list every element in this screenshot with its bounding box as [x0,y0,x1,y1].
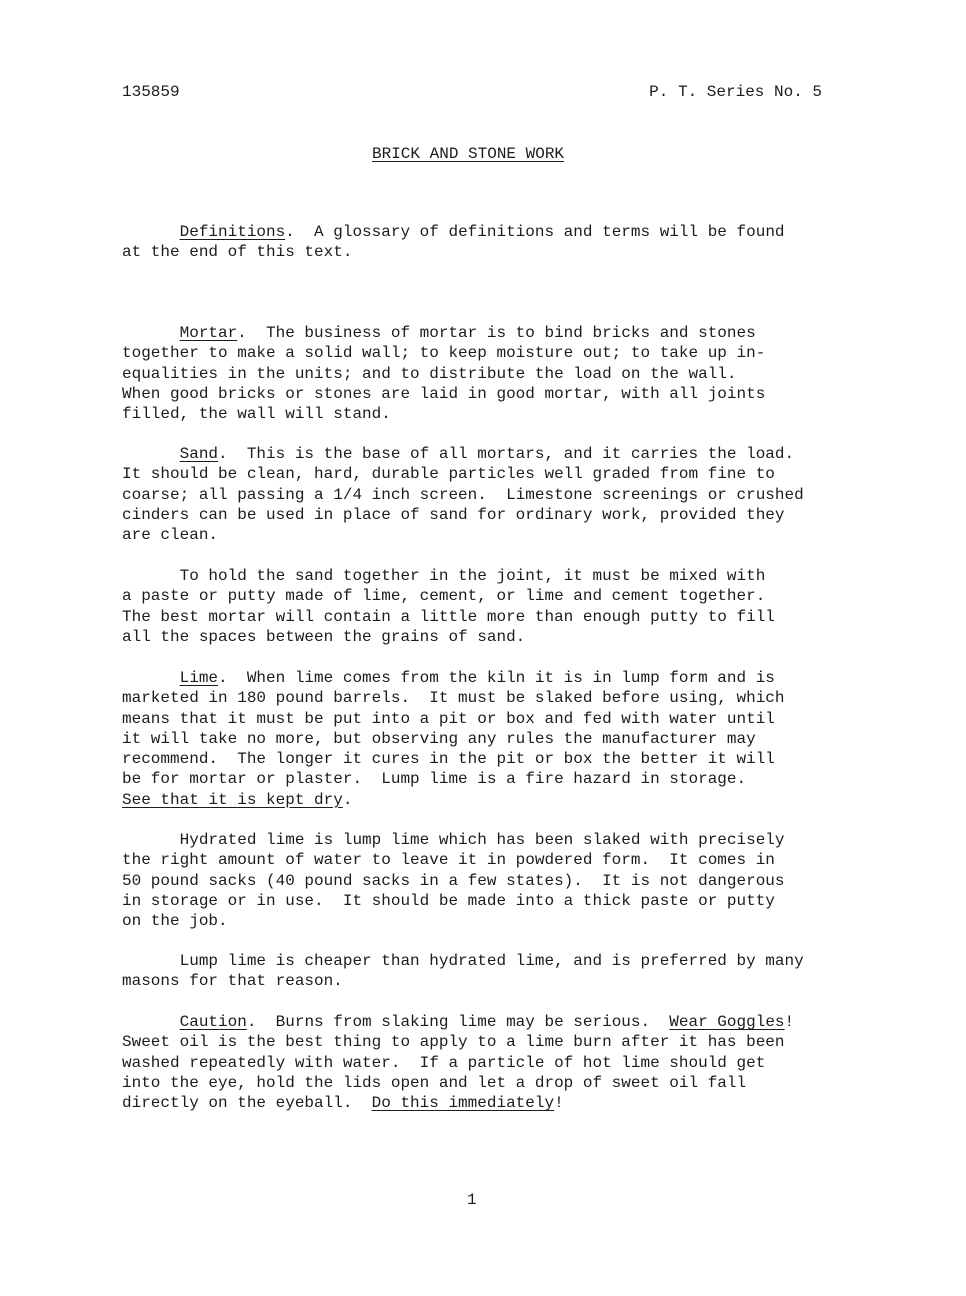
page-number: 1 [467,1191,477,1209]
do-this-immediately-emphasis: Do this immediately [371,1094,555,1113]
document-number: 135859 [122,83,180,101]
sand-heading: Sand [179,445,219,463]
putty-paragraph: To hold the sand together in the joint, it must be mixed with a paste or putty made of lime, cement, or lime and cement together. The best mortar will contain a little more than enough putty to fill all the spaces between the grains of sand. [122,567,775,646]
wear-goggles-emphasis: Wear Goggles [669,1013,785,1031]
lump-lime-paragraph: Lump lime is cheaper than hydrated lime, and is preferred by many masons for that reason. [122,952,804,991]
caution-paragraph: Caution. Burns from slaking lime may be serious. Wear Goggles! Sweet oil is the best thing to apply to a lime burn after it has been washed repeatedly with water. If a particle of hot lime should get into the eye, hold the lids open and let a drop of sweet oil fall directly on the eyeball. Do this immediately! [122,1013,795,1113]
definitions-indent [122,223,180,241]
mortar-heading: Mortar [179,324,238,342]
caution-heading: Caution [179,1013,247,1031]
hydrated-lime-paragraph: Hydrated lime is lump lime which has been slaked with precisely the right amount of water to leave it in powdered form. It comes in 50 pound sacks (40 pound sacks in a few states). It is not dangerous in storage or in use. It should be made into a thick paste or putty on the job. [122,831,785,931]
lime-paragraph: Lime. When lime comes from the kiln it is in lump form and is marketed in 180 pound barrels. It must be slaked before using, which means that it must be put into a pit or box and fed with water until it will take no more, but observing any rules the manufacturer may recommend. The longer it cures in the pit or box the better it will be for mortar or plaster. Lump lime is a fire hazard in storage. See that it is kept dry. [122,669,785,809]
definitions-heading: Definitions [179,223,286,241]
lime-heading: Lime [179,669,219,687]
definitions-paragraph: Definitions. A glossary of definitions and terms will be found at the end of this text. [122,223,785,262]
mortar-paragraph: Mortar. The business of mortar is to bind bricks and stones together to make a solid wall; to keep moisture out; to take up in- equalities in the units; and to distribute the load on the wall. When good bricks or stones are laid in good mortar, with all joints filled, the wall will stand. [122,324,766,424]
lime-emphasis: See that it is kept dry [122,790,343,809]
sand-paragraph: Sand. This is the base of all mortars, and it carries the load. It should be clean, hard, durable particles well graded from fine to coarse; all passing a 1/4 inch screen. Limestone screenings or crushed cinders can be used in place of sand for ordinary work, provided they are clean. [122,445,804,545]
series-label: P. T. Series No. 5 [649,83,822,101]
page-title: BRICK AND STONE WORK [372,145,565,163]
